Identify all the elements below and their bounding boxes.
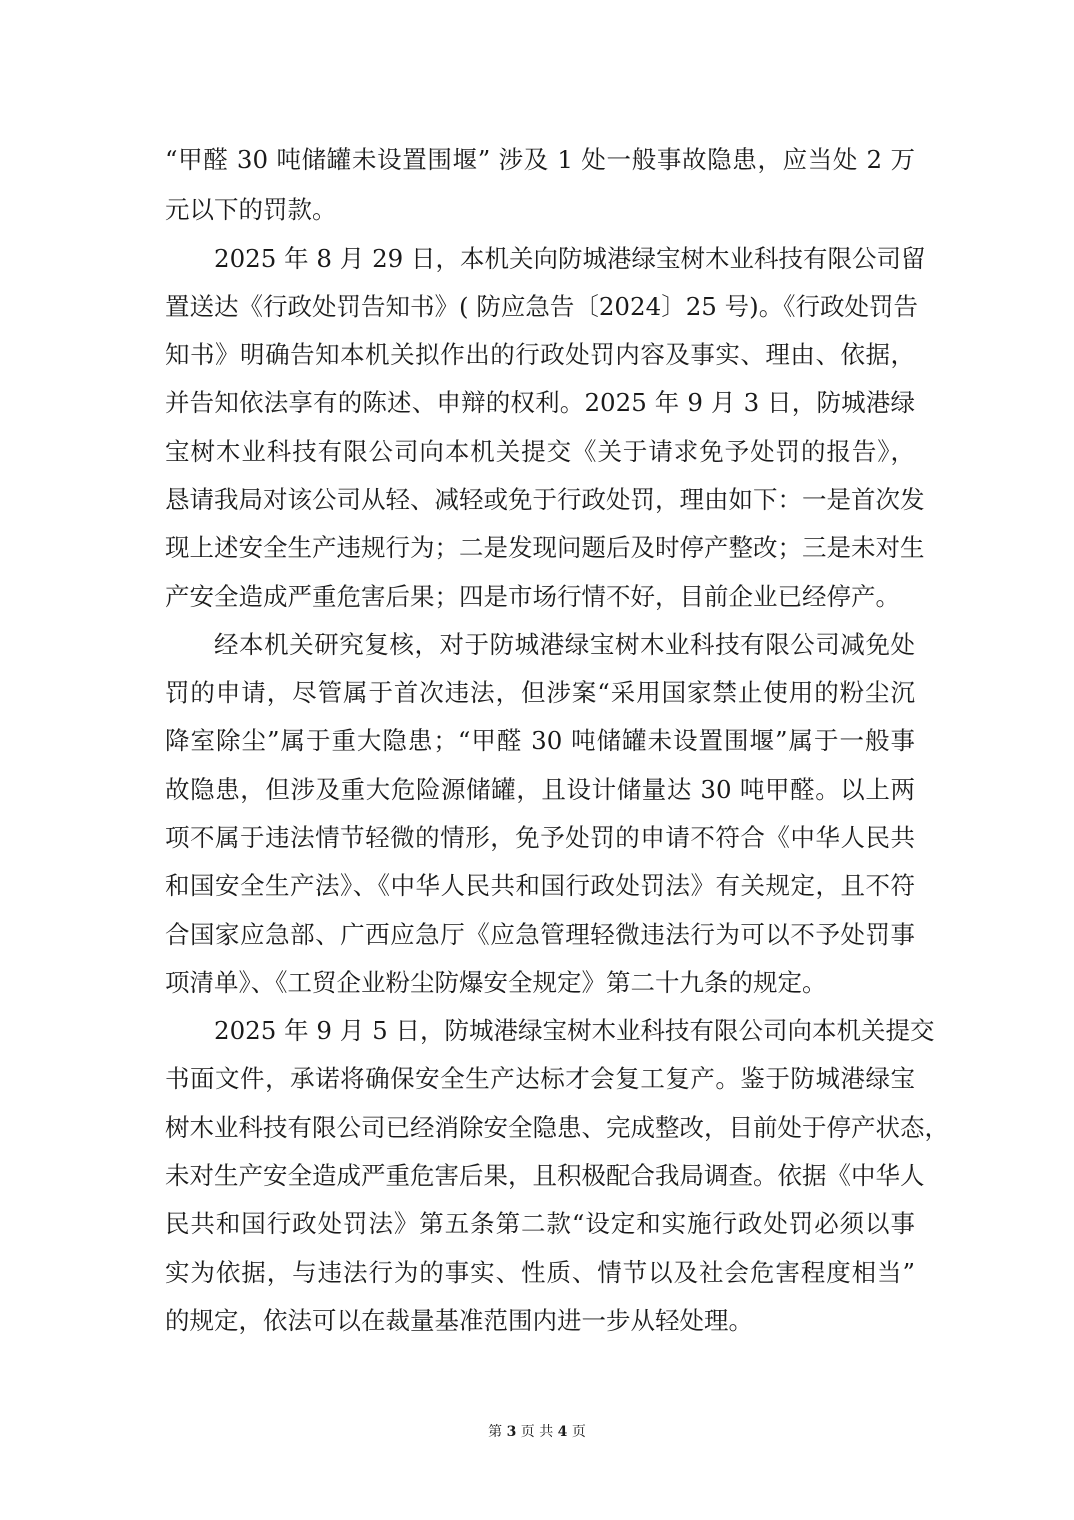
- footer-middle: 页 共: [520, 1424, 554, 1440]
- text-line: 罚的申请，尽管属于首次违法，但涉案“采用国家禁止使用的粉尘沉: [165, 678, 915, 707]
- text-line: 降室除尘”属于重大隐患；“甲醛 30 吨储罐未设置围堰”属于一般事: [165, 726, 915, 755]
- text-line: 产安全造成严重危害后果；四是市场行情不好，目前企业已经停产。: [165, 582, 900, 611]
- text-line: 和国安全生产法》、《中华人民共和国行政处罚法》有关规定，且不符: [165, 871, 915, 900]
- current-page-number: 3: [506, 1424, 517, 1440]
- footer-suffix: 页: [571, 1424, 586, 1440]
- text-line: 经本机关研究复核，对于防城港绿宝树木业科技有限公司减免处: [214, 630, 915, 659]
- text-line: 现上述安全生产违规行为；二是发现问题后及时停产整改；三是未对生: [165, 533, 925, 562]
- page-footer: [0, 1422, 1074, 1442]
- text-line: 2025 年 8 月 29 日，本机关向防城港绿宝树木业科技有限公司留: [214, 244, 926, 273]
- text-line: 书面文件，承诺将确保安全生产达标才会复工复产。鉴于防城港绿宝: [165, 1064, 915, 1093]
- text-line: 实为依据，与违法行为的事实、性质、情节以及社会危害程度相当”: [165, 1258, 915, 1287]
- text-line: 元以下的罚款。: [165, 195, 337, 224]
- footer-prefix: 第: [488, 1424, 503, 1440]
- text-line: 的规定，依法可以在裁量基准范围内进一步从轻处理。: [165, 1306, 753, 1335]
- text-line: 民共和国行政处罚法》第五条第二款“设定和实施行政处罚必须以事: [165, 1209, 915, 1238]
- text-line: 并告知依法享有的陈述、申辩的权利。2025 年 9 月 3 日，防城港绿: [165, 388, 915, 417]
- total-page-count: 4: [557, 1424, 568, 1440]
- text-line: 置送达《行政处罚告知书》( 防应急告〔2024〕25 号)。《行政处罚告: [165, 292, 918, 321]
- text-line: 合国家应急部、广西应急厅《应急管理轻微违法行为可以不予处罚事: [165, 920, 915, 949]
- text-line: 项不属于违法情节轻微的情形，免予处罚的申请不符合《中华人民共: [165, 823, 915, 852]
- text-line: 知书》明确告知本机关拟作出的行政处罚内容及事实、理由、依据，: [165, 340, 915, 369]
- text-line: 项清单》、《工贸企业粉尘防爆安全规定》第二十九条的规定。: [165, 968, 827, 997]
- text-line: 未对生产安全造成严重危害后果，且积极配合我局调查。依据《中华人: [165, 1161, 925, 1190]
- text-line: “甲醛 30 吨储罐未设置围堰” 涉及 1 处一般事故隐患，应当处 2 万: [165, 145, 915, 174]
- text-line: 2025 年 9 月 5 日，防城港绿宝树木业科技有限公司向本机关提交: [214, 1016, 935, 1045]
- text-line: 故隐患，但涉及重大危险源储罐，且设计储量达 30 吨甲醛。以上两: [165, 775, 915, 804]
- text-line: 恳请我局对该公司从轻、减轻或免于行政处罚，理由如下：一是首次发: [165, 485, 925, 514]
- text-line: 宝树木业科技有限公司向本机关提交《关于请求免予处罚的报告》，: [165, 437, 915, 466]
- text-line: 树木业科技有限公司已经消除安全隐患、完成整改，目前处于停产状态，: [165, 1113, 949, 1142]
